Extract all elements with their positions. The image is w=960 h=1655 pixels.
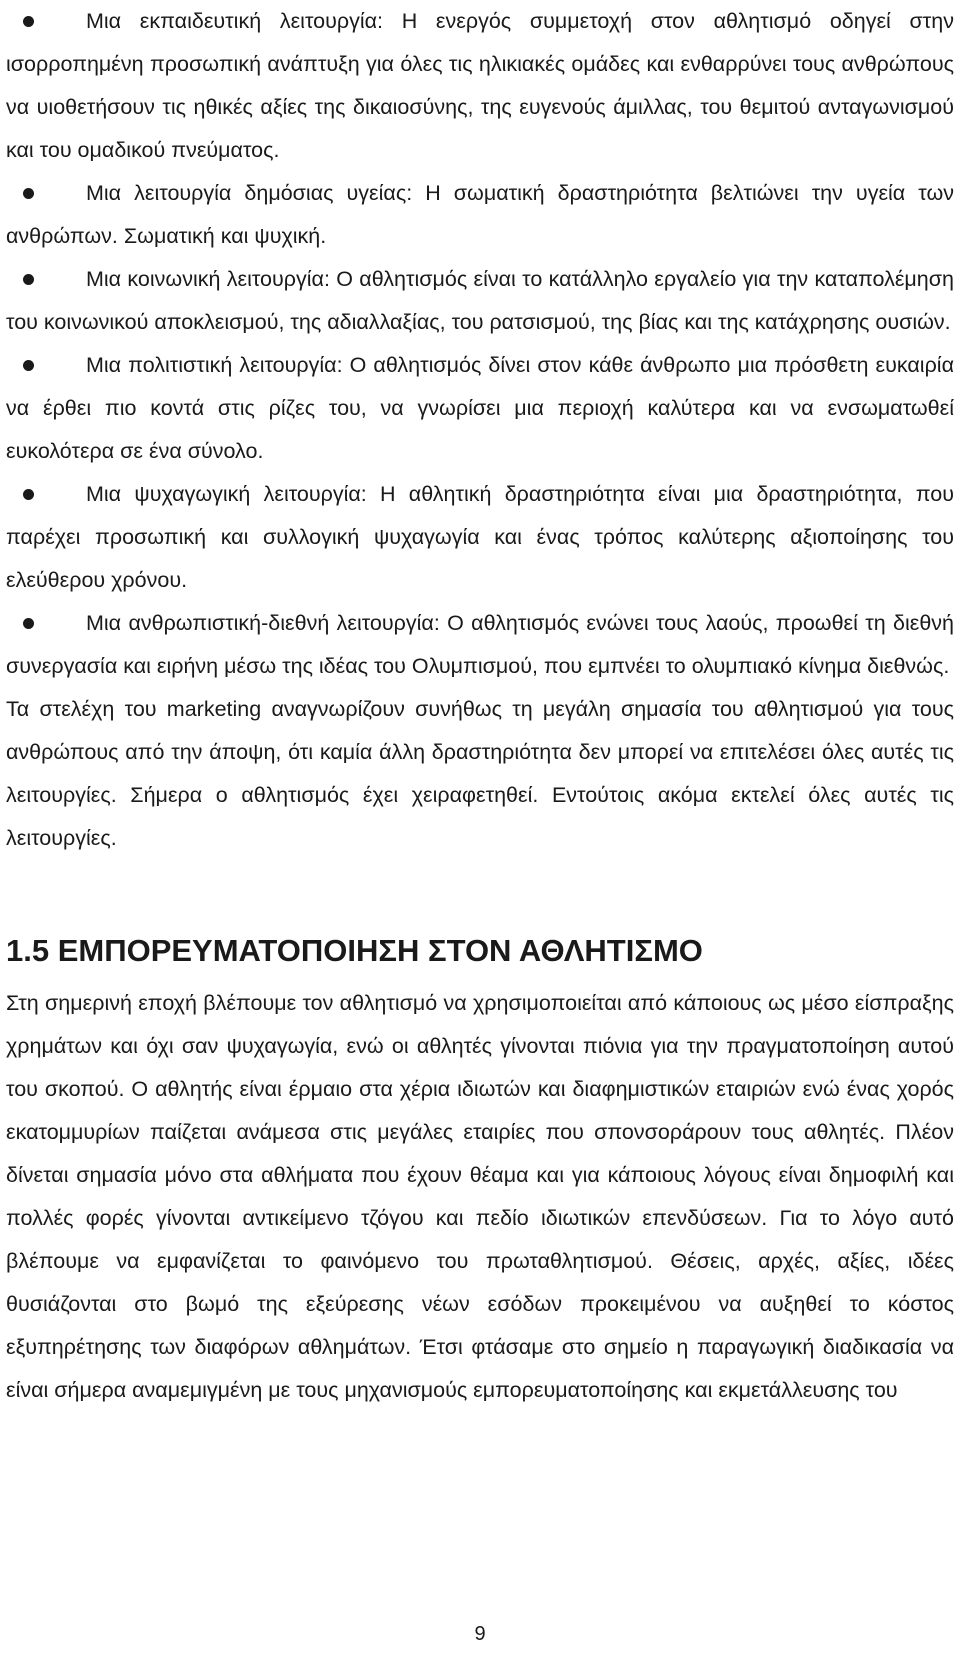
bullet-item-cultural — [6, 344, 954, 473]
bullet-text: Μια λειτουργία δημόσιας υγείας: Η σωματική δραστηριότητα βελτιώνει την υγεία των ανθρώπων. Σωματική και ψυχική. — [6, 181, 954, 248]
bullet-text: Μια εκπαιδευτική λειτουργία: Η ενεργός συμμετοχή στον αθλητισμό οδηγεί στην ισορροπημένη προσωπική ανάπτυξη για όλες τις ηλικιακές ομάδες και ενθαρρύνει τους ανθρώπους να υιοθετήσουν τις ηθικές αξίες της δικαιοσύνης, της ευγενούς άμιλλας, του θεμιτού ανταγωνισμού και του ομαδικού πνεύματος. — [6, 9, 954, 162]
bullet-text: Μια ανθρωπιστική-διεθνή λειτουργία: Ο αθλητισμός ενώνει τους λαούς, προωθεί τη διεθνή συνεργασία και ειρήνη μέσω της ιδέας του Ολυμπισμού, που εμπνέει το ολυμπιακό κίνημα διεθνώς. — [6, 611, 954, 678]
functions-bullet-list — [6, 0, 954, 688]
bullet-dot-icon — [23, 618, 34, 629]
bullet-item-humanitarian — [6, 602, 954, 688]
bullet-dot-icon — [23, 274, 34, 285]
bullet-dot-icon — [23, 489, 34, 500]
bullet-item-educational — [6, 0, 954, 172]
bullet-dot-icon — [23, 188, 34, 199]
page-number: 9 — [474, 1623, 486, 1645]
bullet-item-public-health — [6, 172, 954, 258]
section-heading: 1.5 ΕΜΠΟΡΕΥΜΑΤΟΠΟΙΗΣΗ ΣΤΟΝ ΑΘΛΗΤΙΣΜΟ — [6, 933, 703, 968]
bullet-text: Μια κοινωνική λειτουργία: Ο αθλητισμός είναι το κατάλληλο εργαλείο για την καταπολέμηση του κοινωνικού αποκλεισμού, της αδιαλλαξίας, του ρατσισμού, της βίας και της κατάχρησης ουσιών. — [6, 267, 954, 334]
bullet-dot-icon — [23, 16, 34, 27]
section-body-paragraph: Στη σημερινή εποχή βλέπουμε τον αθλητισμό να χρησιμοποιείται από κάποιους ως μέσο είσπραξης χρημάτων και όχι σαν ψυχαγωγία, ενώ οι αθλητές γίνονται πιόνια για την πραγματοποίηση αυτού του σκοπού. Ο αθλητής είναι έρμαιο στα χέρια ιδιωτών και διαφημιστικών εταιριών ενώ ένας χορός εκατομμυρίων παίζεται ανάμεσα στις μεγάλες εταιρίες που σπονσοράρουν τους αθλητές. Πλέον δίνεται σημασία μόνο στα αθλήματα που έχουν θέαμα και για κάποιους λόγους είναι δημοφιλή και πολλές φορές γίνονται αντικείμενο τζόγου και πεδίο ιδιωτικών επενδύσεων. Για το λόγο αυτό βλέπουμε να εμφανίζεται το φαινόμενο του πρωταθλητισμού. Θέσεις, αρχές, αξίες, ιδέες θυσιάζονται στο βωμό της εξεύρεσης νέων εσόδων προκειμένου να αυξηθεί το κόστος εξυπηρέτησης των διαφόρων αθλημάτων. Έτσι φτάσαμε στο σημείο η παραγωγική διαδικασία να είναι σήμερα αναμεμιγμένη με τους μηχανισμούς εμπορευματοποίησης και εκμετάλλευσης του — [6, 991, 954, 1402]
bullet-dot-icon — [23, 360, 34, 371]
bullet-text: Μια ψυχαγωγική λειτουργία: Η αθλητική δραστηριότητα είναι μια δραστηριότητα, που παρέχει προσωπική και συλλογική ψυχαγωγία και ένας τρόπος καλύτερης αξιοποίησης του ελεύθερου χρόνου. — [6, 482, 954, 592]
document-page — [6, 0, 954, 1412]
closing-paragraph: Τα στελέχη του marketing αναγνωρίζουν συνήθως τη μεγάλη σημασία του αθλητισμού για τους ανθρώπους από την άποψη, ότι καμία άλλη δραστηριότητα δεν μπορεί να επιτελέσει όλες αυτές τις λειτουργίες. Σήμερα ο αθλητισμός έχει χειραφετηθεί. Εντούτοις ακόμα εκτελεί όλες αυτές τις λειτουργίες. — [6, 697, 954, 850]
bullet-item-recreational — [6, 473, 954, 602]
bullet-text: Μια πολιτιστική λειτουργία: Ο αθλητισμός δίνει στον κάθε άνθρωπο μια πρόσθετη ευκαιρία να έρθει πιο κοντά στις ρίζες του, να γνωρίσει μια περιοχή καλύτερα και να ενσωματωθεί ευκολότερα σε ένα σύνολο. — [6, 353, 954, 463]
bullet-item-social — [6, 258, 954, 344]
